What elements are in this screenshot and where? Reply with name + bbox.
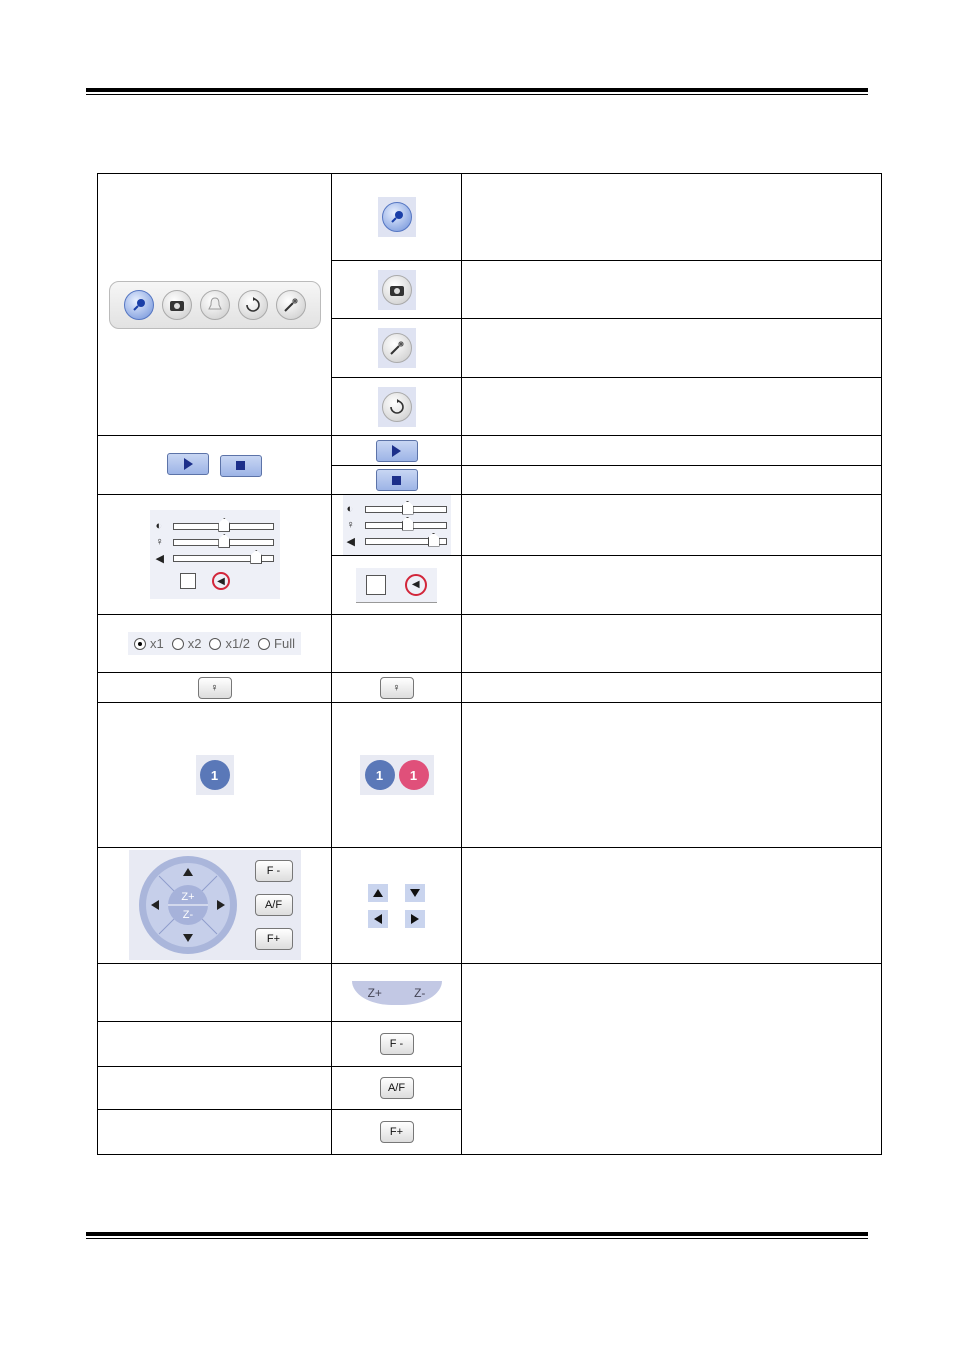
channel-states-cell: [332, 703, 462, 848]
description-cell: [462, 848, 882, 964]
contrast-slider[interactable]: [365, 506, 447, 513]
description-cell: [462, 319, 882, 378]
zoom-out-label[interactable]: Z-: [182, 909, 193, 921]
contrast-slider[interactable]: [173, 523, 273, 530]
ptz-cell: [98, 848, 332, 964]
speed-option[interactable]: Full: [258, 636, 295, 651]
stop-icon: [236, 461, 245, 470]
arrow-up-icon[interactable]: [368, 884, 388, 902]
mute-icon: ◀: [405, 574, 427, 596]
magic-wand-icon-large: [378, 328, 416, 368]
volume-icon: ◀: [155, 552, 164, 565]
description-cell: [462, 673, 882, 703]
ptz-dial[interactable]: [137, 854, 239, 956]
channel-badge-alarm: 1: [399, 760, 429, 790]
description-cell: [462, 378, 882, 436]
play-icon: [184, 458, 193, 470]
brightness-icon: ♀: [346, 519, 355, 531]
arrows-cell: [332, 848, 462, 964]
play-button[interactable]: [376, 440, 418, 462]
zoom-in-label[interactable]: Z+: [180, 891, 195, 903]
speed-option[interactable]: x1/2: [209, 636, 250, 651]
light-bulb-icon: ♀: [210, 681, 219, 694]
header-rule: [86, 88, 868, 92]
auto-focus-cell: [332, 1067, 462, 1110]
magic-wand-icon[interactable]: [276, 290, 306, 320]
stop-icon: [392, 476, 401, 485]
zoom-in-label[interactable]: Z+: [367, 985, 382, 1000]
contrast-icon: ◐: [155, 520, 163, 533]
arrow-right-icon[interactable]: [405, 910, 425, 928]
volume-slider[interactable]: [365, 538, 447, 545]
magic-wand-icon-cell: [332, 319, 462, 378]
empty-cell: [332, 615, 462, 673]
camera-icon-large: [378, 270, 416, 310]
mute-icon: ◀: [212, 572, 230, 590]
play-button[interactable]: [167, 453, 209, 475]
empty-cell: [98, 1110, 332, 1155]
sliders-cell: [332, 495, 462, 556]
adjust-cell: [98, 495, 332, 615]
adjust-panel: [150, 510, 280, 598]
focus-minus-cell: [332, 1022, 462, 1067]
volume-icon: ◀: [346, 535, 355, 548]
description-cell: [462, 615, 882, 673]
refresh-icon-large: [378, 387, 416, 427]
record-icon[interactable]: [382, 202, 412, 232]
stop-button[interactable]: [220, 455, 262, 477]
description-cell: [462, 556, 882, 615]
focus-minus-button[interactable]: F -: [380, 1033, 414, 1055]
channel-states: [360, 755, 434, 795]
contrast-icon: ◐: [346, 503, 354, 515]
playback-cell: [98, 436, 332, 495]
brightness-slider[interactable]: [173, 539, 273, 546]
mute-checkbox[interactable]: [180, 573, 196, 589]
camera-icon-cell: [332, 261, 462, 319]
footer-rule: [86, 1232, 868, 1236]
arrow-left-icon[interactable]: [368, 910, 388, 928]
description-cell: [462, 174, 882, 261]
channel-badge[interactable]: 1: [200, 760, 230, 790]
record-icon-cell: [332, 174, 462, 261]
refresh-icon-cell: [332, 378, 462, 436]
zoom-out-label[interactable]: Z-: [414, 985, 426, 1000]
stop-button[interactable]: [376, 469, 418, 491]
speed-option[interactable]: x2: [172, 636, 202, 651]
stop-icon-cell: [332, 466, 462, 495]
record-icon[interactable]: [124, 290, 154, 320]
focus-minus-button[interactable]: F -: [255, 860, 293, 882]
light-cell: [98, 673, 332, 703]
light-bulb-icon: ♀: [392, 681, 401, 694]
refresh-icon[interactable]: [382, 392, 412, 422]
light-icon-cell: [332, 673, 462, 703]
footer-rule-thin: [86, 1238, 868, 1239]
header-rule-thin: [86, 94, 868, 95]
mute-checkbox[interactable]: [366, 575, 386, 595]
toolbar: [109, 281, 321, 329]
empty-cell: [98, 1067, 332, 1110]
description-cell: [462, 495, 882, 556]
camera-icon[interactable]: [162, 290, 192, 320]
speed-option[interactable]: x1: [134, 636, 164, 651]
mute-cell: [332, 556, 462, 615]
speed-radio-group: [128, 632, 301, 655]
speed-cell: [98, 615, 332, 673]
arrow-down-icon[interactable]: [405, 884, 425, 902]
volume-slider[interactable]: [173, 555, 273, 562]
channel-cell: [98, 703, 332, 848]
play-icon-cell: [332, 436, 462, 466]
bell-icon[interactable]: [200, 290, 230, 320]
auto-focus-button[interactable]: A/F: [380, 1077, 414, 1099]
brightness-icon: ♀: [155, 536, 164, 549]
brightness-slider[interactable]: [365, 522, 447, 529]
description-cell: [462, 964, 882, 1155]
zoom-tile[interactable]: [352, 981, 442, 1005]
empty-cell: [98, 964, 332, 1022]
sliders-preview: [343, 495, 451, 555]
description-cell: [462, 703, 882, 848]
camera-icon[interactable]: [382, 275, 412, 305]
auto-focus-button[interactable]: A/F: [255, 894, 293, 916]
channel-badge-box: [196, 755, 234, 795]
channel-badge-normal: 1: [365, 760, 395, 790]
zoom-tile-cell: [332, 964, 462, 1022]
focus-plus-cell: [332, 1110, 462, 1155]
focus-plus-button[interactable]: F+: [380, 1121, 414, 1143]
toolbar-cell: [98, 174, 332, 436]
description-cell: [462, 466, 882, 495]
refresh-icon[interactable]: [238, 290, 268, 320]
description-cell: [462, 261, 882, 319]
ui-elements-table: [97, 173, 882, 1155]
empty-cell: [98, 1022, 332, 1067]
magic-wand-icon[interactable]: [382, 333, 412, 363]
light-button[interactable]: [380, 677, 414, 699]
light-button[interactable]: [198, 677, 232, 699]
record-icon-large: [378, 197, 416, 237]
focus-plus-button[interactable]: F+: [255, 928, 293, 950]
play-icon: [392, 445, 401, 457]
description-cell: [462, 436, 882, 466]
